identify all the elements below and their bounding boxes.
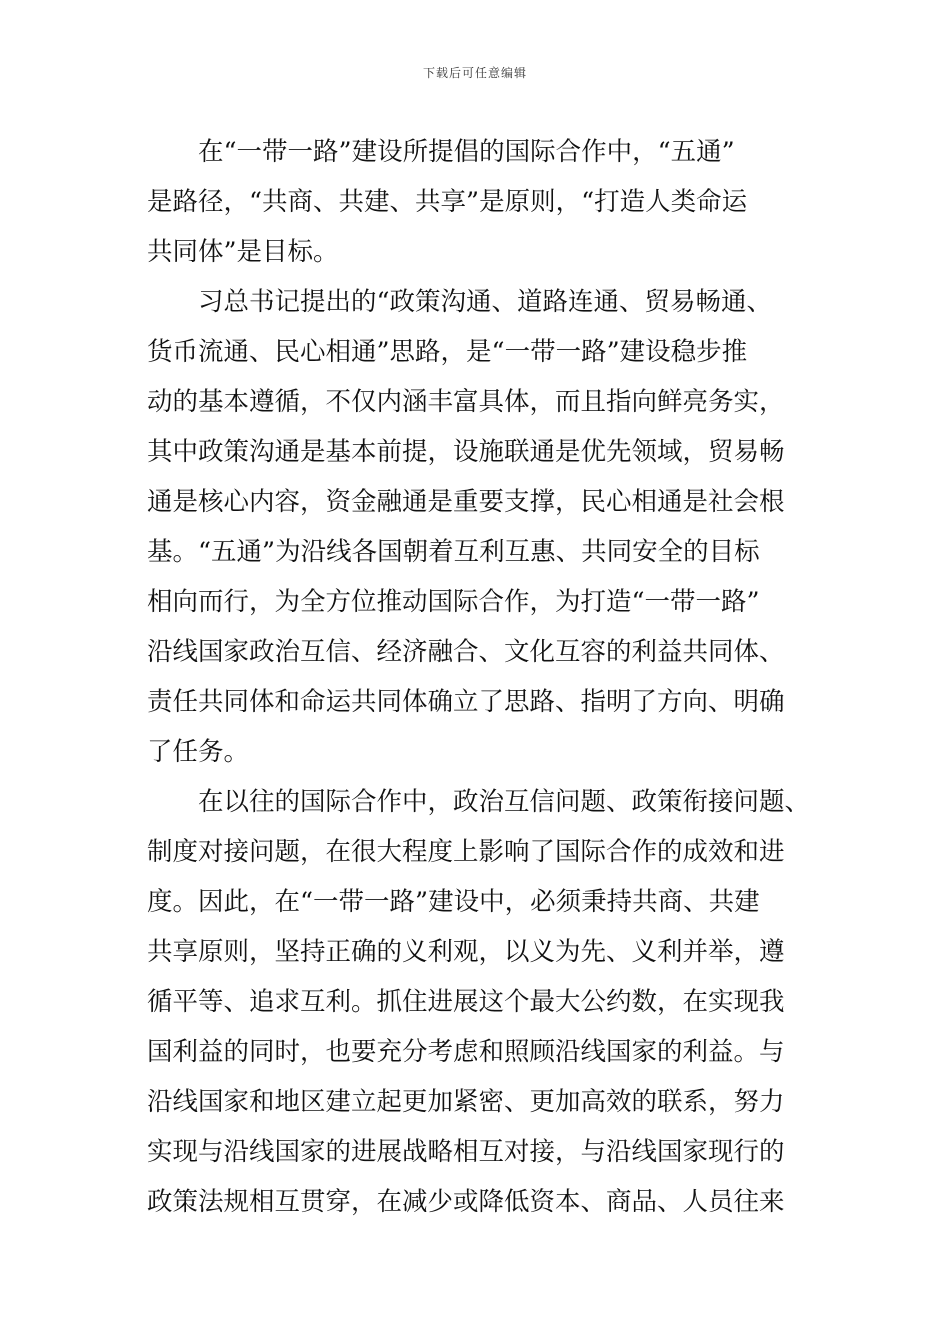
text-line: 政策法规相互贯穿，在减少或降低资本、商品、人员往来 [147, 1187, 785, 1217]
text-line: 通是核心内容，资金融通是重要支撑，民心相通是社会根 [147, 487, 785, 517]
text-line: 共享原则，坚持正确的义利观，以义为先、义利并举，遵 [147, 937, 785, 967]
text-line: 货币流通、民心相通”思路，是“一带一路”建设稳步推 [147, 337, 748, 367]
text-line: 沿线国家和地区建立起更加紧密、更加高效的联系，努力 [147, 1087, 785, 1117]
text-line: 在“一带一路”建设所提倡的国际合作中，“五通” [198, 137, 735, 167]
paragraph [147, 127, 847, 277]
text-line: 度。因此，在“一带一路”建设中，必须秉持共商、共建 [147, 887, 760, 917]
paragraph [147, 277, 847, 777]
text-line: 在以往的国际合作中，政治互信问题、政策衔接问题、 [198, 787, 811, 817]
text-line: 国利益的同时，也要充分考虑和照顾沿线国家的利益。与 [147, 1037, 785, 1067]
text-line: 责任共同体和命运共同体确立了思路、指明了方向、明确 [147, 687, 785, 717]
text-line: 循平等、追求互利。抓住进展这个最大公约数，在实现我 [147, 987, 785, 1017]
text-line: 是路径，“共商、共建、共享”是原则，“打造人类命运 [147, 187, 748, 217]
text-line: 沿线国家政治互信、经济融合、文化互容的利益共同体、 [147, 637, 785, 667]
page-header-note: 下载后可任意编辑 [422, 66, 527, 80]
text-line: 制度对接问题，在很大程度上影响了国际合作的成效和进 [147, 837, 785, 867]
text-line: 其中政策沟通是基本前提，设施联通是优先领域，贸易畅 [147, 437, 785, 467]
text-line: 共同体”是目标。 [147, 237, 339, 267]
text-line: 实现与沿线国家的进展战略相互对接，与沿线国家现行的 [147, 1137, 785, 1167]
text-line: 了任务。 [147, 737, 250, 767]
text-line: 动的基本遵循，不仅内涵丰富具体，而且指向鲜亮务实， [147, 387, 785, 417]
document-body [147, 127, 847, 1227]
text-line: 基。“五通”为沿线各国朝着互利互惠、共同安全的目标 [147, 537, 760, 567]
text-line: 相向而行，为全方位推动国际合作，为打造“一带一路” [147, 587, 760, 617]
text-line: 习总书记提出的“政策沟通、道路连通、贸易畅通、 [198, 287, 773, 317]
paragraph [147, 777, 847, 1227]
